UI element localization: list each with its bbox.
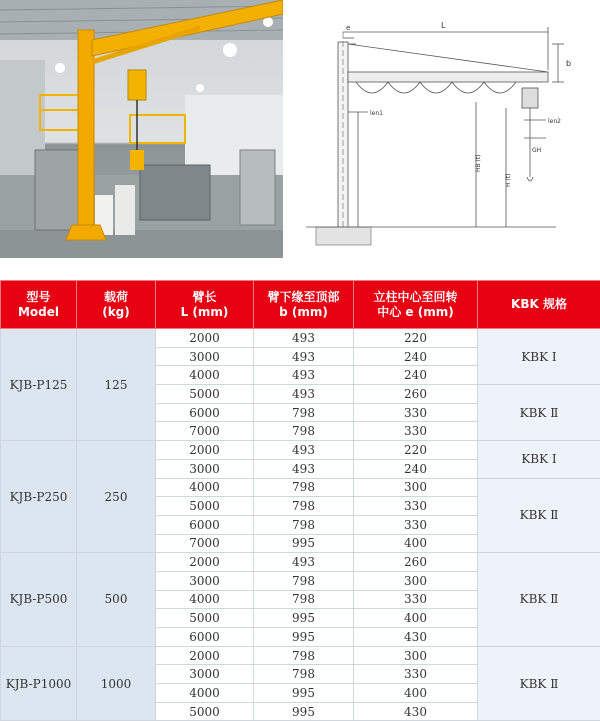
cell-e: 330 <box>354 497 478 516</box>
cell-model: KJB-P500 <box>1 553 77 646</box>
dimension-drawing <box>296 12 596 252</box>
header-b: 臂下缘至顶部 b (mm) <box>254 281 354 329</box>
cell-model: KJB-P1000 <box>1 646 77 721</box>
cell-b: 995 <box>254 534 354 553</box>
cell-e: 300 <box>354 571 478 590</box>
jib-crane-illustration <box>0 0 283 258</box>
cell-e: 400 <box>354 609 478 628</box>
header-load: 载荷 (kg) <box>77 281 156 329</box>
cell-e: 300 <box>354 478 478 497</box>
cell-arm-length: 5000 <box>156 385 254 404</box>
cell-b: 798 <box>254 590 354 609</box>
cell-kbk: KBK Ⅱ <box>478 553 600 646</box>
label-HB: HB (t) <box>475 154 482 172</box>
cell-e: 240 <box>354 366 478 385</box>
cell-arm-length: 4000 <box>156 590 254 609</box>
header-e: 立柱中心至回转 中心 e (mm) <box>354 281 478 329</box>
cell-e: 260 <box>354 553 478 572</box>
cell-arm-length: 6000 <box>156 403 254 422</box>
cell-arm-length: 2000 <box>156 646 254 665</box>
cell-kbk: KBK Ⅱ <box>478 385 600 441</box>
cell-e: 430 <box>354 702 478 721</box>
cell-arm-length: 2000 <box>156 553 254 572</box>
cell-e: 300 <box>354 646 478 665</box>
cell-b: 493 <box>254 459 354 478</box>
cell-kbk: KBK Ⅰ <box>478 329 600 385</box>
cell-arm-length: 3000 <box>156 665 254 684</box>
cell-e: 400 <box>354 684 478 703</box>
label-e: e <box>346 24 350 32</box>
cell-b: 493 <box>254 347 354 366</box>
cell-e: 220 <box>354 329 478 348</box>
cell-arm-length: 7000 <box>156 534 254 553</box>
header-kbk: KBK 规格 <box>478 281 600 329</box>
spec-table <box>0 280 600 721</box>
cell-arm-length: 4000 <box>156 366 254 385</box>
cell-e: 400 <box>354 534 478 553</box>
cell-b: 995 <box>254 609 354 628</box>
cell-b: 798 <box>254 515 354 534</box>
cell-b: 798 <box>254 478 354 497</box>
cell-model: KJB-P250 <box>1 441 77 553</box>
cell-b: 798 <box>254 665 354 684</box>
cell-b: 493 <box>254 366 354 385</box>
cell-arm-length: 6000 <box>156 628 254 647</box>
cell-b: 995 <box>254 702 354 721</box>
cell-b: 493 <box>254 553 354 572</box>
cell-e: 330 <box>354 403 478 422</box>
table-row <box>1 441 600 460</box>
cell-b: 798 <box>254 497 354 516</box>
cell-b: 995 <box>254 684 354 703</box>
cell-b: 995 <box>254 628 354 647</box>
cell-load: 500 <box>77 553 156 646</box>
cell-b: 493 <box>254 441 354 460</box>
cell-e: 430 <box>354 628 478 647</box>
cell-load: 125 <box>77 329 156 441</box>
cell-load: 250 <box>77 441 156 553</box>
table-row <box>1 553 600 572</box>
product-photo <box>0 0 283 258</box>
label-len1: len1 <box>370 110 383 117</box>
label-len2: len2 <box>548 118 561 125</box>
cell-b: 798 <box>254 422 354 441</box>
cell-arm-length: 3000 <box>156 459 254 478</box>
label-H: H (t) <box>505 174 512 187</box>
cell-b: 493 <box>254 385 354 404</box>
cell-e: 330 <box>354 422 478 441</box>
cell-arm-length: 4000 <box>156 478 254 497</box>
cell-arm-length: 5000 <box>156 497 254 516</box>
cell-arm-length: 6000 <box>156 515 254 534</box>
cell-e: 330 <box>354 665 478 684</box>
cell-kbk: KBK Ⅱ <box>478 478 600 553</box>
cell-e: 330 <box>354 515 478 534</box>
cell-e: 330 <box>354 590 478 609</box>
label-L: L <box>441 21 446 30</box>
header-model: 型号 Model <box>1 281 77 329</box>
cell-arm-length: 2000 <box>156 441 254 460</box>
cell-arm-length: 5000 <box>156 702 254 721</box>
cell-model: KJB-P125 <box>1 329 77 441</box>
cell-arm-length: 3000 <box>156 571 254 590</box>
cell-arm-length: 4000 <box>156 684 254 703</box>
cell-kbk: KBK Ⅰ <box>478 441 600 478</box>
cell-arm-length: 3000 <box>156 347 254 366</box>
cell-b: 798 <box>254 646 354 665</box>
table-row <box>1 646 600 665</box>
cell-b: 493 <box>254 329 354 348</box>
table-row <box>1 329 600 348</box>
cell-b: 798 <box>254 403 354 422</box>
label-b: b <box>566 59 571 68</box>
table-body <box>1 329 600 721</box>
cell-arm-length: 2000 <box>156 329 254 348</box>
header-arm-length: 臂长 L (mm) <box>156 281 254 329</box>
cell-e: 260 <box>354 385 478 404</box>
cell-b: 798 <box>254 571 354 590</box>
cell-arm-length: 5000 <box>156 609 254 628</box>
label-GH: GH <box>532 147 541 154</box>
cell-kbk: KBK Ⅱ <box>478 646 600 721</box>
cell-e: 240 <box>354 459 478 478</box>
cell-load: 1000 <box>77 646 156 721</box>
cell-arm-length: 7000 <box>156 422 254 441</box>
cell-e: 240 <box>354 347 478 366</box>
cell-e: 220 <box>354 441 478 460</box>
table-header-row <box>1 281 600 329</box>
